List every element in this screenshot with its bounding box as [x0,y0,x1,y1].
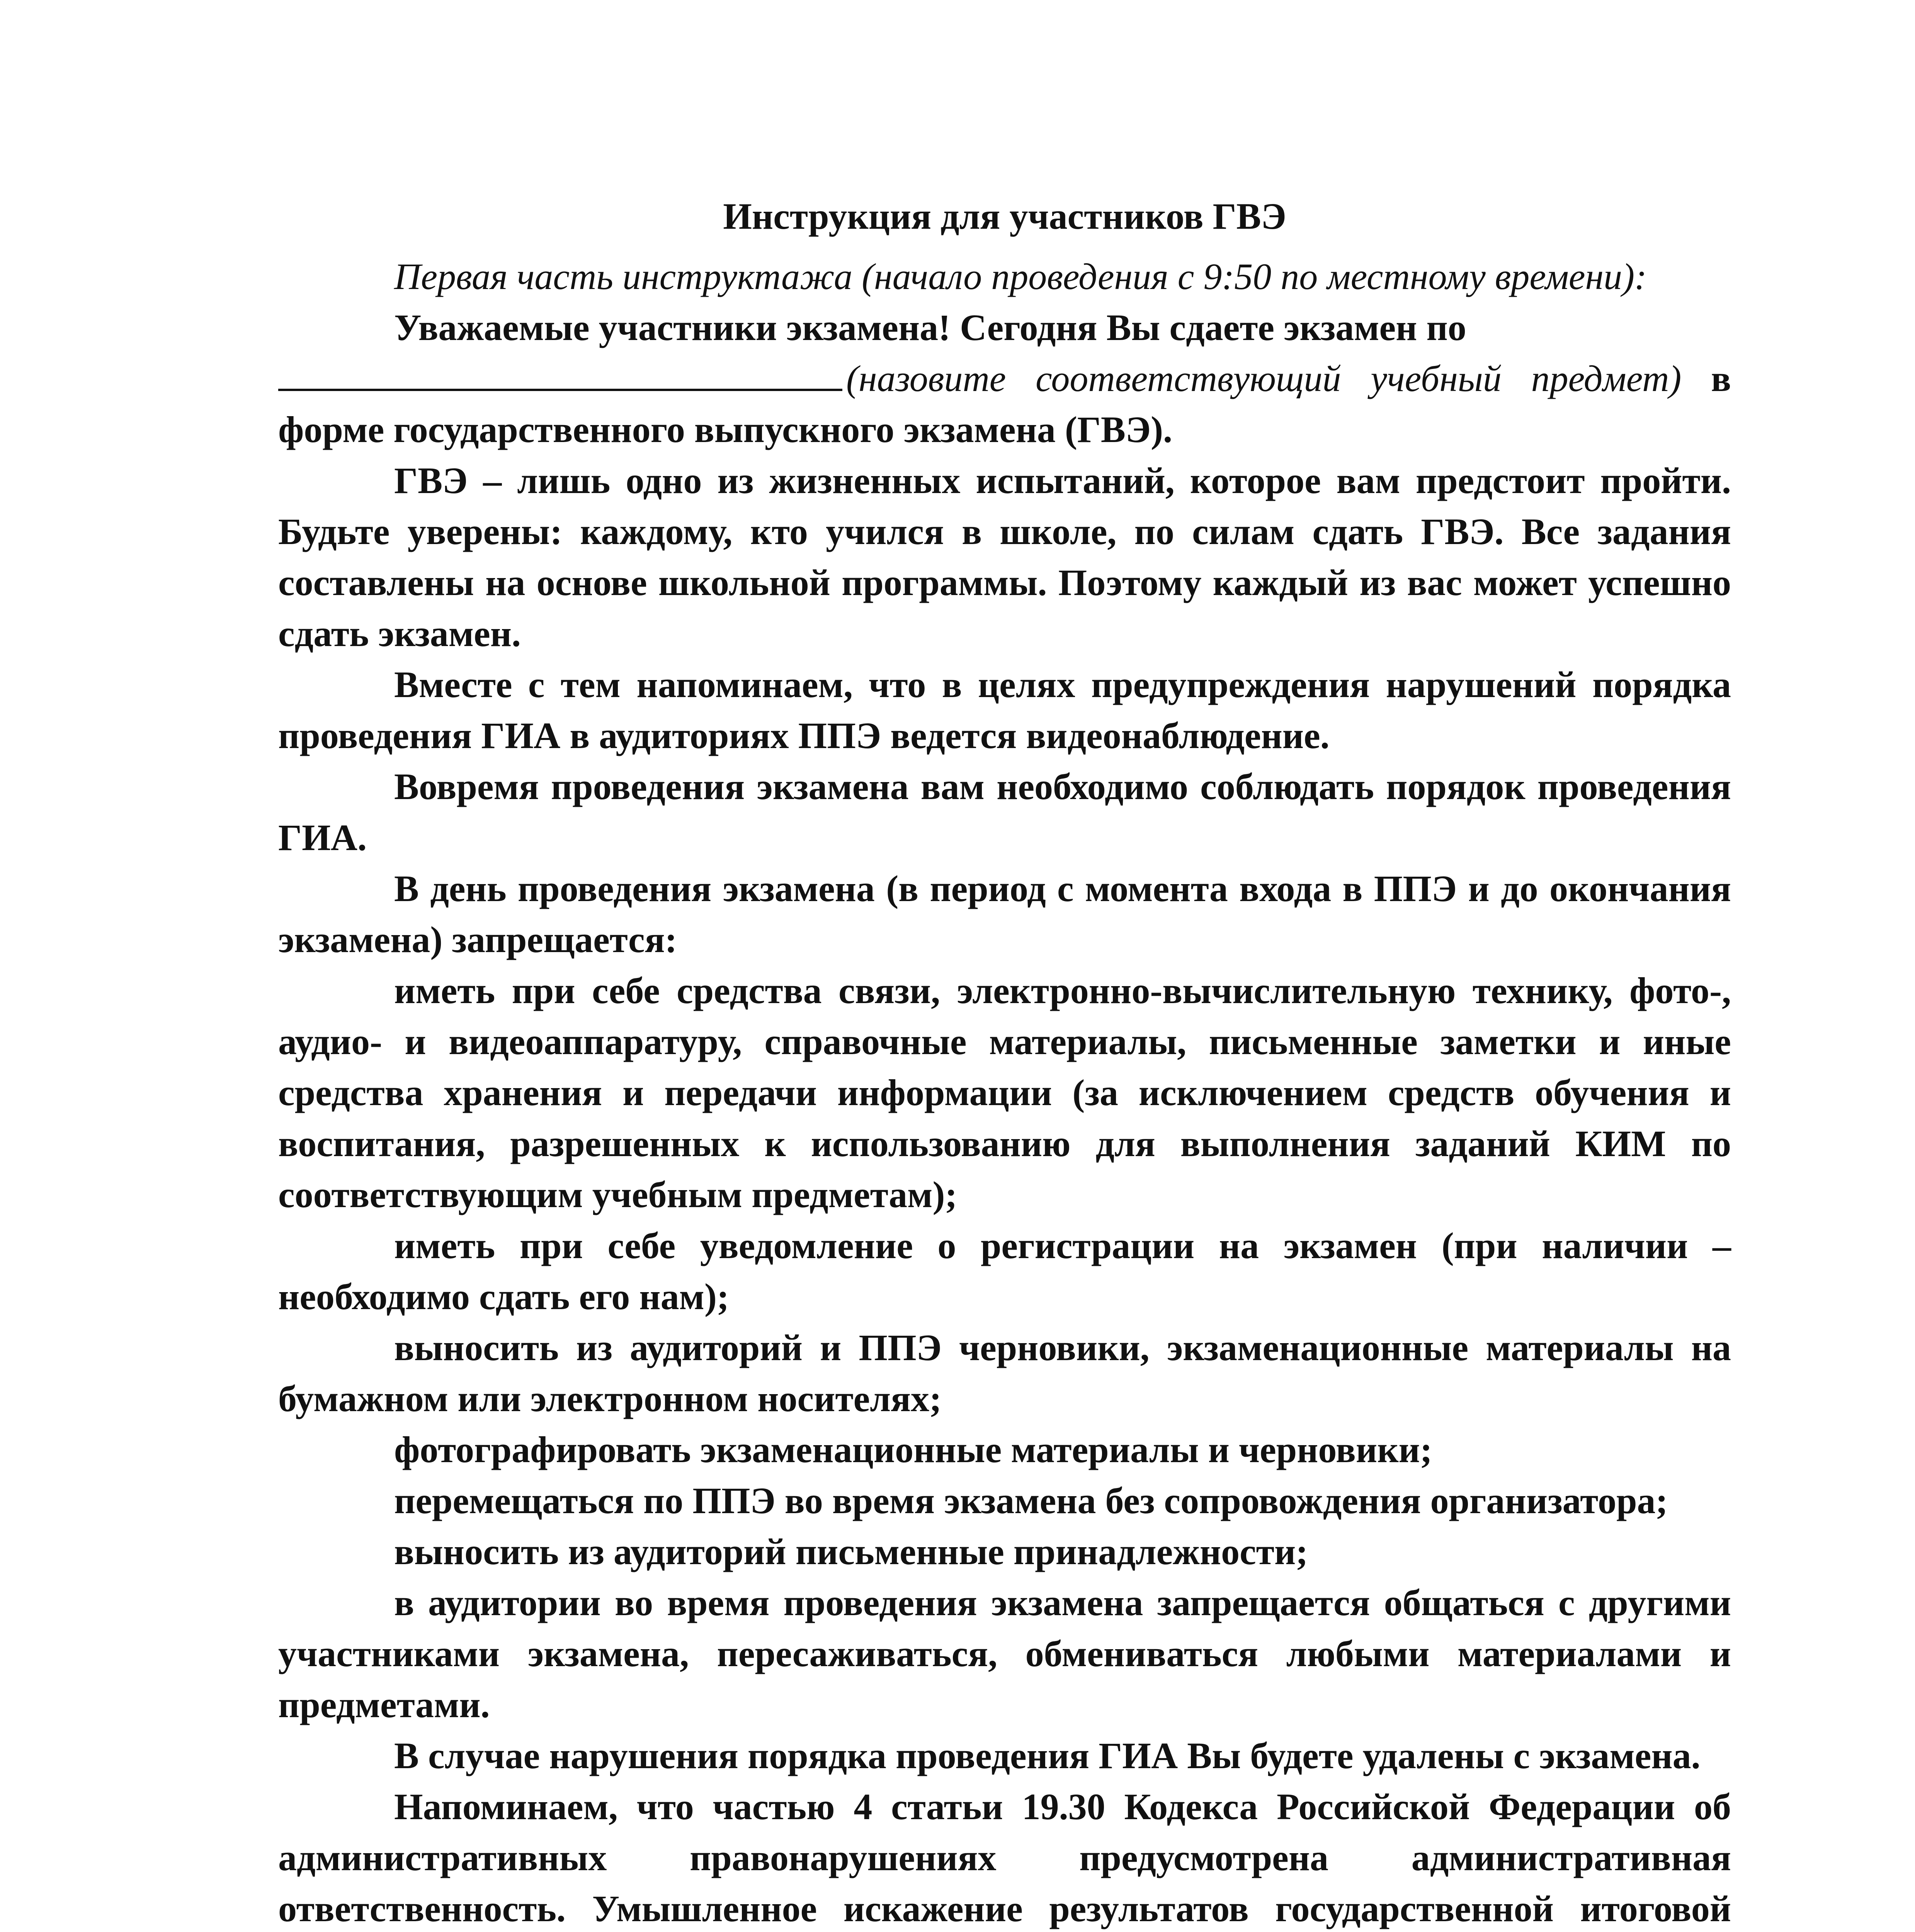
rule-no-moving: перемещаться по ППЭ во время экзамена без сопровождения организатора; [394,1480,1668,1521]
rule-no-photographing: фотографировать экзаменационные материалы и черновики; [394,1429,1432,1470]
paragraph-prohibited-intro: В день проведения экзамена (в период с момента входа в ППЭ и до окончания экзамена) запрещается: [278,868,1731,960]
paragraph-removal: В случае нарушения порядка проведения ГИА Вы будете удалены с экзамена. [394,1735,1701,1776]
document-body [278,251,1731,1932]
greeting-line [278,353,1731,455]
rule-no-removing-drafts: выносить из аудиторий и ППЭ черновики, экзаменационные материалы на бумажном или электронном носителях; [278,1327,1731,1419]
subject-blank-line [278,356,842,391]
document-page [278,0,1731,1932]
document-title: Инструкция для участников ГВЭ [723,196,1286,237]
greeting-hint: (назовите соответствующий учебный предмет) [846,358,1682,399]
greeting-end: в форме государственного выпускного экзамена (ГВЭ). [278,358,1731,450]
paragraph-administrative-liability: Напоминаем, что частью 4 статьи 19.30 Кодекса Российской Федерации об административных правонарушениях предусмотрена административная ответственность. Умышленное искажение результатов государственной итоговой [278,1786,1731,1929]
rule-communication-devices: иметь при себе средства связи, электронно-вычислительную технику, фото-, аудио- и видеоаппаратуру, справочные материалы, письменные заметки и иные средства хранения и передачи информации (за исключением средств обучения и воспитания, разрешенных к использованию для выполнения заданий КИМ по соответствующим учебным предметам); [278,970,1731,1215]
greeting-start: Уважаемые участники экзамена! Сегодня Вы сдаете экзамен по [394,307,1466,348]
rule-registration-notice: иметь при себе уведомление о регистрации на экзамен (при наличии – необходимо сдать его нам); [278,1225,1731,1317]
intro-paragraph: Первая часть инструктажа (начало проведения с 9:50 по местному времени): [394,256,1647,297]
paragraph-order: Вовремя проведения экзамена вам необходимо соблюдать порядок проведения ГИА. [278,766,1731,858]
paragraph-gve-trial: ГВЭ – лишь одно из жизненных испытаний, которое вам предстоит пройти. Будьте уверены: каждому, кто учился в школе, по силам сдать ГВЭ. Все задания составлены на основе школьной программы. Поэтому каждый из вас может успешно сдать экзамен. [278,460,1731,654]
greeting-paragraph [278,302,1731,455]
rule-no-removing-stationery: выносить из аудиторий письменные принадлежности; [394,1531,1308,1572]
rule-no-communication: в аудитории во время проведения экзамена запрещается общаться с другими участниками экзамена, пересаживаться, обмениваться любыми материалами и предметами. [278,1582,1731,1725]
paragraph-video-monitoring: Вместе с тем напоминаем, что в целях предупреждения нарушений порядка проведения ГИА в аудиториях ППЭ ведется видеонаблюдение. [278,664,1731,756]
